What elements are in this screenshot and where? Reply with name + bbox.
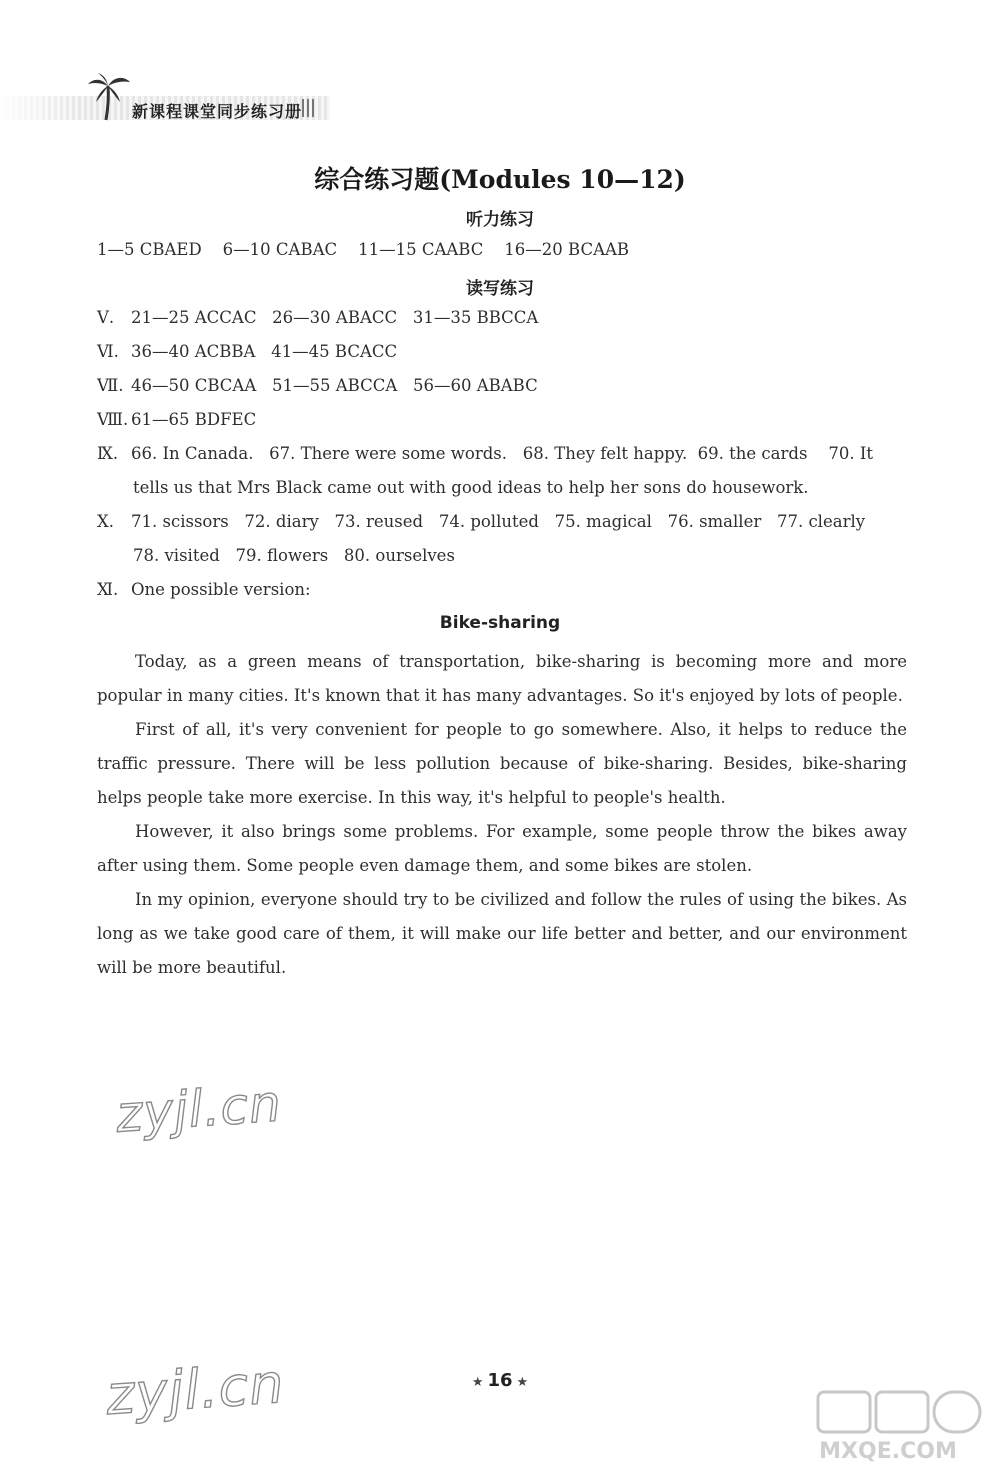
mxqe-logo-text: MXQE.COM xyxy=(819,1439,957,1464)
answer-row-11: Ⅺ. One possible version: xyxy=(97,580,311,599)
essay-paragraph: However, it also brings some problems. For example, some people throw the bikes away after using them. Some people even damage them, and some bikes are stolen. xyxy=(97,822,907,875)
answer-row-5: Ⅴ. 21—25 ACCAC 26—30 ABACC 31—35 BBCCA xyxy=(97,308,539,327)
answer-row-10-continued: 78. visited 79. flowers 80. ourselves xyxy=(133,546,455,565)
answer-row-6: Ⅵ. 36—40 ACBBA 41—45 BCACC xyxy=(97,342,398,361)
palm-tree-icon xyxy=(84,72,132,122)
answer-row-10: Ⅹ. 71. scissors 72. diary 73. reused 74. polluted 75. magical 76. smaller 77. clearly xyxy=(97,512,866,531)
book-title: 新课程课堂同步练习册 xyxy=(132,102,303,121)
reading-writing-heading: 读写练习 xyxy=(466,279,534,299)
answer-row-8: Ⅷ. 61—65 BDFEC xyxy=(97,410,257,429)
listening-answers: 1—5 CBAED 6—10 CABAC 11—15 CAABC 16—20 BCAAB xyxy=(97,240,630,259)
essay-paragraph: First of all, it's very convenient for people to go somewhere. Also, it helps to reduce the traffic pressure. There will be less pollution because of bike-sharing. Besides, bike-sharing helps people take more exercise. In this way, it's helpful to people's health. xyxy=(97,720,907,807)
answer-row-9-continued: tells us that Mrs Black came out with good ideas to help her sons do housework. xyxy=(133,478,809,497)
watermark-zyjl: zyjl.cn xyxy=(114,1074,284,1144)
answer-row-9: Ⅸ. 66. In Canada. 67. There were some words. 68. They felt happy. 69. the cards 70. It xyxy=(97,444,874,463)
watermark-zyjl: zyjl.cn xyxy=(104,1351,287,1428)
header-stripes xyxy=(302,99,316,117)
star-icon: ★ xyxy=(516,1375,529,1390)
essay-body xyxy=(97,645,907,985)
page-title: 综合练习题(Modules 10—12) xyxy=(314,165,686,194)
listening-heading: 听力练习 xyxy=(466,210,534,230)
essay-title: Bike-sharing xyxy=(439,613,561,633)
mxqe-logo xyxy=(788,1388,988,1466)
answer-row-7: Ⅶ. 46—50 CBCAA 51—55 ABCCA 56—60 ABABC xyxy=(97,376,538,395)
essay-paragraph: Today, as a green means of transportation, bike-sharing is becoming more and more popular in many cities. It's known that it has many advantages. So it's enjoyed by lots of people. xyxy=(97,652,907,705)
essay-paragraph: In my opinion, everyone should try to be civilized and follow the rules of using the bikes. As long as we take good care of them, it will make our life better and better, and our environment will be more beautiful. xyxy=(97,890,907,977)
star-icon: ★ xyxy=(471,1375,484,1390)
page-number: ★ 16 ★ xyxy=(471,1370,529,1391)
